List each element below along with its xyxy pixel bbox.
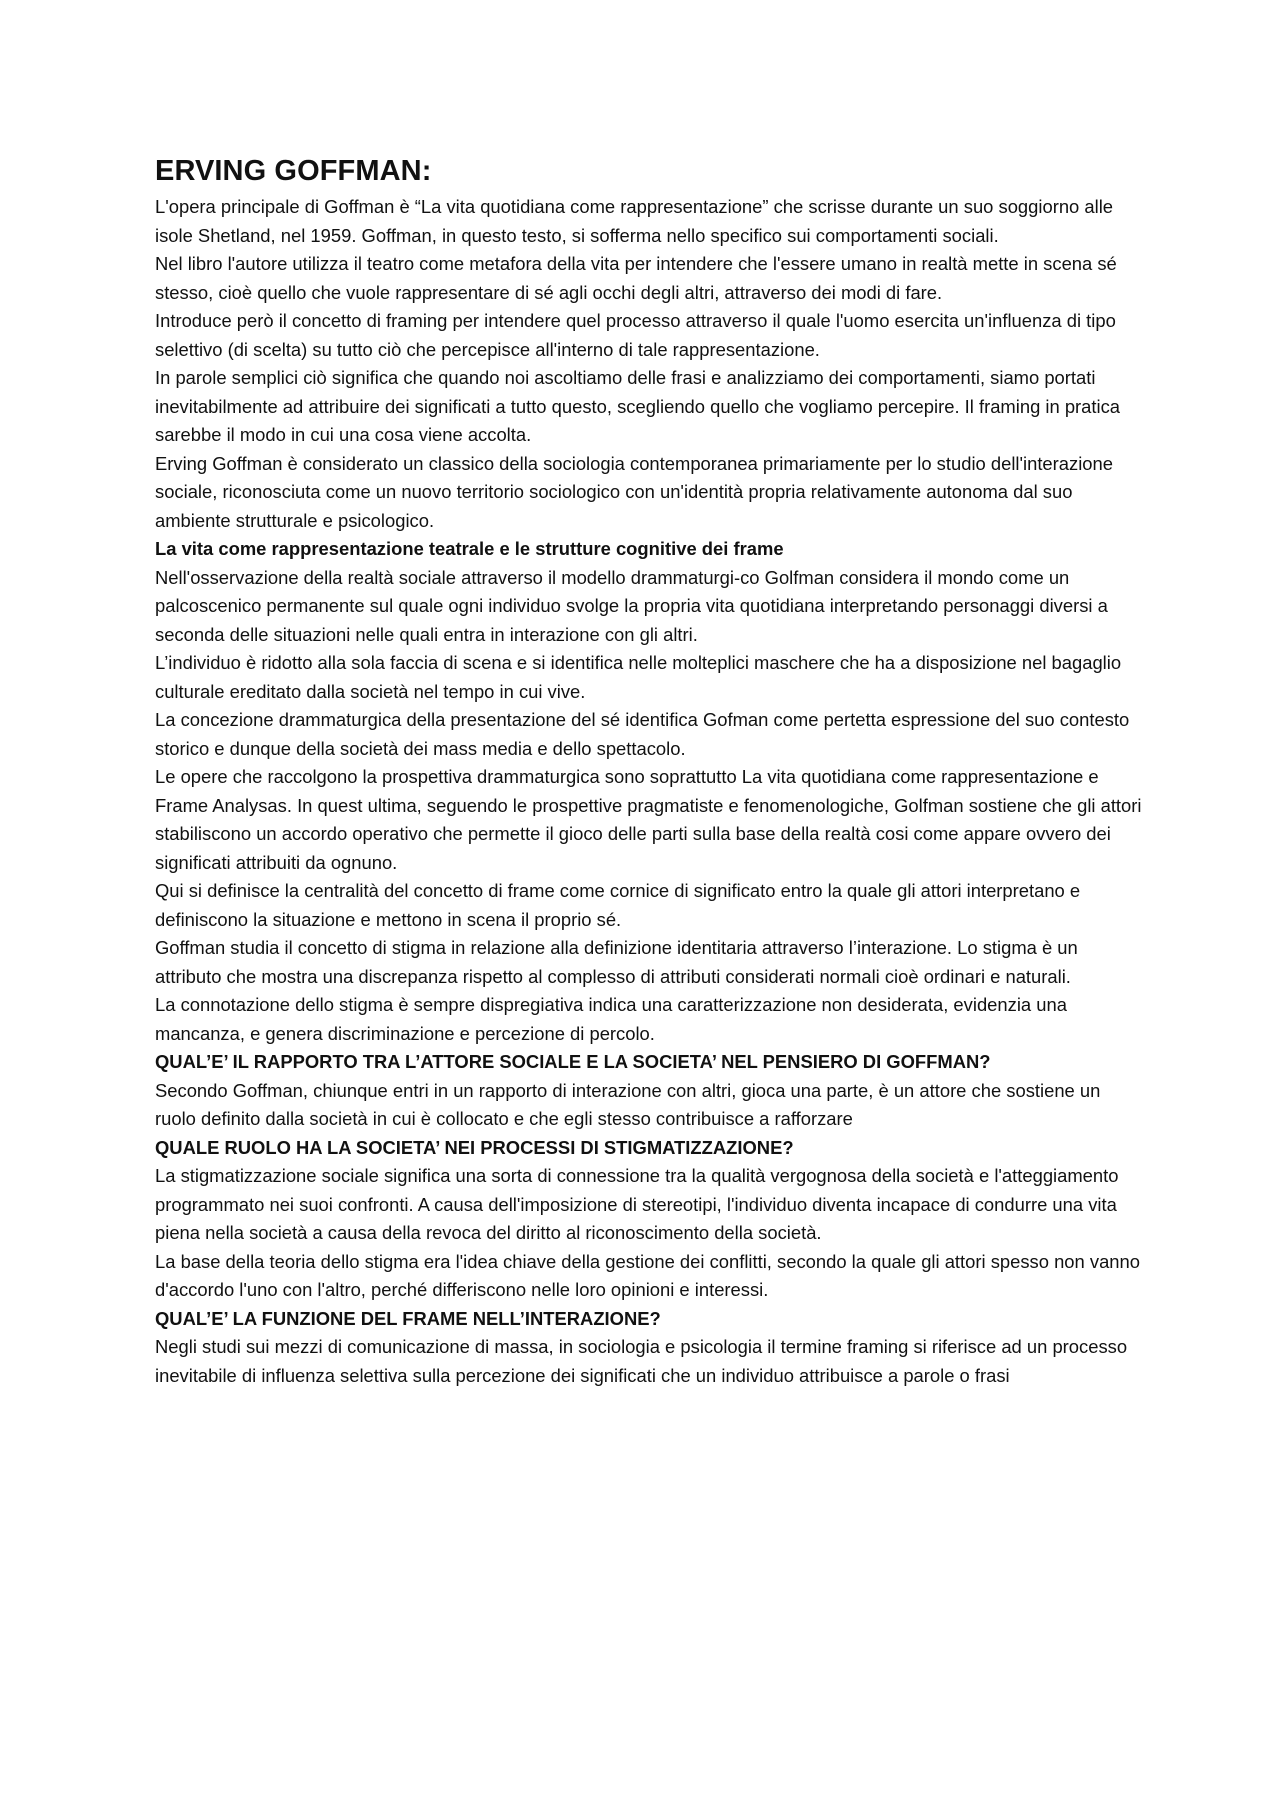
paragraph: Erving Goffman è considerato un classico della sociologia contemporanea primariamente per lo studio dell'interazione sociale, riconosciuta come un nuovo territorio sociologico con un'identità propria relativamente autonoma dal suo ambiente strutturale e psicologico. xyxy=(155,452,1113,531)
section-heading: QUALE RUOLO HA LA SOCIETA’ NEI PROCESSI DI STIGMATIZZAZIONE? xyxy=(155,1136,794,1158)
document-page xyxy=(155,152,1145,1390)
paragraph: La stigmatizzazione sociale significa una sorta di connessione tra la qualità vergognosa della società e l'atteggiamento programmato nei suoi confronti. A causa dell'imposizione di stereotipi, l'individuo diventa incapace di condurre una vita piena nella società a causa della revoca del diritto al riconoscimento della società. xyxy=(155,1165,1119,1243)
paragraph: L’individuo è ridotto alla sola faccia di scena e si identifica nelle molteplici maschere che ha a disposizione nel bagaglio culturale ereditato dalla società nel tempo in cui vive. xyxy=(155,652,1122,702)
paragraph: Nell'osservazione della realtà sociale attraverso il modello drammaturgi-co Golfman considera il mondo come un palcoscenico permanente sul quale ogni individuo svolge la propria vita quotidiana interpretando personaggi diversi a seconda delle situazioni nelle quali entra in interazione con gli altri. xyxy=(155,566,1108,645)
paragraph: Le opere che raccolgono la prospettiva drammaturgica sono soprattutto La vita quotidiana come rappresentazione e Frame Analysas. In quest ultima, seguendo le prospettive pragmatiste e fenomenologiche, Golfman sostiene che gli attori stabiliscono un accordo operativo che permette il gioco delle parti sulla base della realtà cosi come appare ovvero dei significati attribuiti da ognuno. xyxy=(155,766,1142,873)
paragraph: Introduce però il concetto di framing per intendere quel processo attraverso il quale l'uomo esercita un'influenza di tipo selettivo (di scelta) su tutto ciò che percepisce all'interno di tale rappresentazione. xyxy=(155,310,1116,360)
paragraph: Negli studi sui mezzi di comunicazione di massa, in sociologia e psicologia il termine framing si riferisce ad un processo inevitabile di influenza selettiva sulla percezione dei significati che un individuo attribuisce a parole o frasi xyxy=(155,1336,1128,1386)
paragraph: La base della teoria dello stigma era l'idea chiave della gestione dei conflitti, secondo la quale gli attori spesso non vanno d'accordo l'uno con l'altro, perché differiscono nelle loro opinioni e interessi. xyxy=(155,1250,1140,1300)
paragraph: In parole semplici ciò significa che quando noi ascoltiamo delle frasi e analizziamo dei comportamenti, siamo portati inevitabilmente ad attribuire dei significati a tutto questo, scegliendo quello che vogliamo percepire. Il framing in pratica sarebbe il modo in cui una cosa viene accolta. xyxy=(155,367,1121,445)
section-heading: QUAL’E’ LA FUNZIONE DEL FRAME NELL’INTERAZIONE? xyxy=(155,1307,661,1329)
paragraph: Nel libro l'autore utilizza il teatro come metafora della vita per intendere che l'essere umano in realtà mette in scena sé stesso, cioè quello che vuole rappresentare di sé agli occhi degli altri, attraverso dei modi di fare. xyxy=(155,253,1117,303)
paragraph: Secondo Goffman, chiunque entri in un rapporto di interazione con altri, gioca una parte, è un attore che sostiene un ruolo definito dalla società in cui è collocato e che egli stesso contribuisce a rafforzare xyxy=(155,1079,1101,1129)
paragraph: L'opera principale di Goffman è “La vita quotidiana come rappresentazione” che scrisse durante un suo soggiorno alle isole Shetland, nel 1959. Goffman, in questo testo, si sofferma nello specifico sui comportamenti sociali. xyxy=(155,196,1114,246)
paragraph: Goffman studia il concetto di stigma in relazione alla definizione identitaria attraverso l’interazione. Lo stigma è un attributo che mostra una discrepanza rispetto al complesso di attributi considerati normali cioè ordinari e naturali. xyxy=(155,937,1078,987)
section-heading: La vita come rappresentazione teatrale e le strutture cognitive dei frame xyxy=(155,538,784,559)
section-heading: QUAL’E’ IL RAPPORTO TRA L’ATTORE SOCIALE E LA SOCIETA’ NEL PENSIERO DI GOFFMAN? xyxy=(155,1051,991,1072)
paragraph: La connotazione dello stigma è sempre dispregiativa indica una caratterizzazione non desiderata, evidenzia una mancanza, e genera discriminazione e percezione di percolo. xyxy=(155,994,1067,1044)
paragraph: Qui si definisce la centralità del concetto di frame come cornice di significato entro la quale gli attori interpretano e definiscono la situazione e mettono in scena il proprio sé. xyxy=(155,880,1081,930)
paragraph: La concezione drammaturgica della presentazione del sé identifica Gofman come pertetta espressione del suo contesto storico e dunque della società dei mass media e dello spettacolo. xyxy=(155,709,1130,759)
page-title: ERVING GOFFMAN: xyxy=(155,155,432,187)
